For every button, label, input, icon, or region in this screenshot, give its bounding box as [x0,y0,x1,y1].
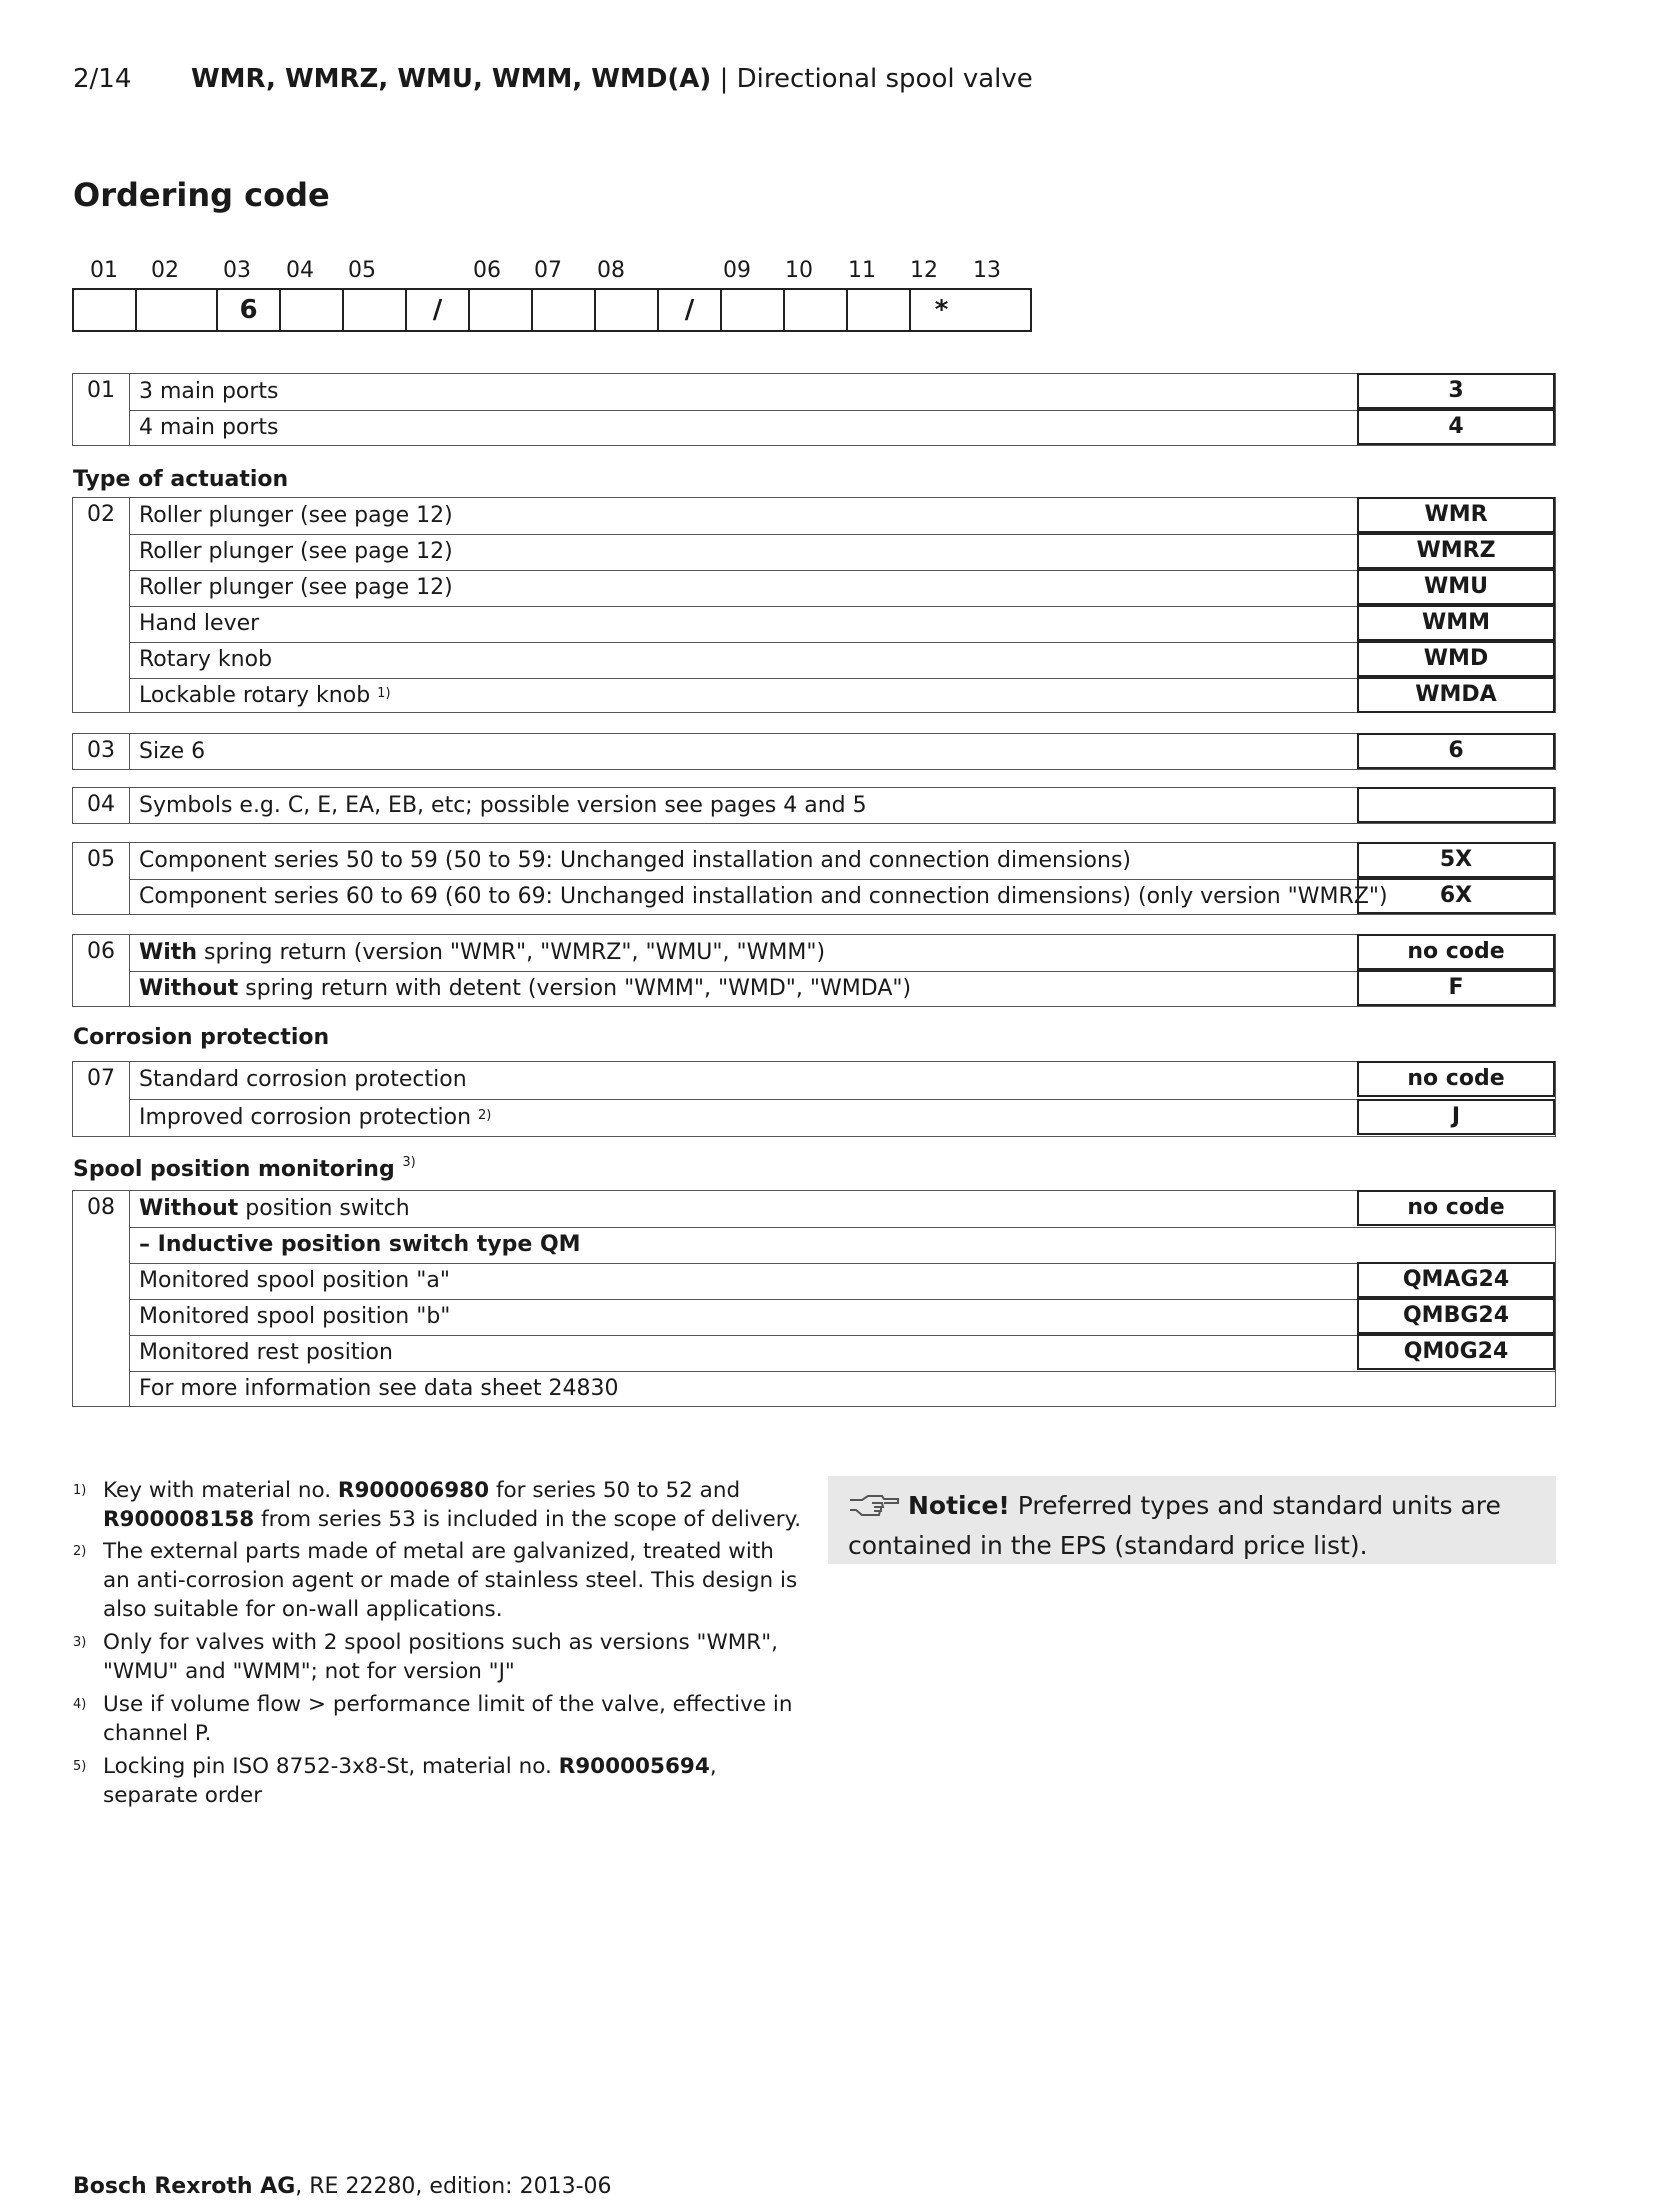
row-code: WMRZ [1357,533,1555,569]
group-05 [72,842,1556,915]
row-text-bold: Without [139,976,239,1001]
footnote-mark: 5) [73,1759,87,1774]
group-01 [72,373,1556,446]
code-box [531,290,594,330]
row-text: Component series 60 to 69 (60 to 69: Unchanged installation and connection dimensions) (only version "WMRZ") [139,884,1388,909]
code-box [468,290,531,330]
row-text-bold: Without [139,1196,239,1221]
row-text: Symbols e.g. C, E, EA, EB, etc; possible version see pages 4 and 5 [139,793,867,818]
row-code: no code [1357,934,1555,970]
row-code: WMU [1357,569,1555,605]
row-text: Standard corrosion protection [139,1067,467,1092]
table-row [129,1263,1555,1300]
row-code: 6X [1357,878,1555,914]
row-code: WMM [1357,605,1555,641]
group-number: 01 [73,374,130,445]
row-text: spring return with detent (version "WMM", "WMD", "WMDA") [238,976,912,1001]
row-text-wrap [139,678,391,714]
code-number: 08 [597,258,625,283]
table-row [129,678,1555,714]
row-text: Component series 50 to 59 (50 to 59: Unchanged installation and connection dimensions) [139,848,1131,873]
footnote-part: for series 50 to 52 and [489,1478,741,1503]
notice-box [828,1476,1556,1564]
code-number: 09 [723,258,751,283]
table-row [129,1227,1555,1264]
row-code: WMR [1357,497,1555,533]
row-code: F [1357,970,1555,1006]
row-text-wrap [139,935,825,971]
notice-text: Preferred types and standard units are contained in the EPS (standard price list). [848,1491,1501,1560]
footnote-mark: 3) [73,1635,87,1650]
code-box [135,290,216,330]
footnote-part: Key with material no. [103,1478,338,1503]
table-row [129,1299,1555,1336]
product-name: WMR, WMRZ, WMU, WMM, WMD(A) [191,64,712,94]
table-row [129,843,1555,880]
footer-text: , RE 22280, edition: 2013-06 [295,2174,612,2199]
row-text: Roller plunger (see page 12) [139,503,453,528]
footnote-text: Only for valves with 2 spool positions such as versions "WMR", "WMU" and "WMM"; not for version "J" [103,1630,778,1684]
footnote [73,1476,803,1534]
code-number: 02 [151,258,179,283]
row-code [1357,787,1555,823]
row-code: J [1357,1099,1555,1135]
group-03 [72,733,1556,770]
code-number: 13 [973,258,1001,283]
row-code: 3 [1357,373,1555,409]
row-code: QM0G24 [1357,1334,1555,1370]
table-row [129,374,1555,411]
footnote-text [103,1752,803,1810]
footnote-ref: 1) [377,686,391,701]
group-number: 03 [73,734,130,769]
code-separator: / [657,290,720,330]
code-number: 01 [90,258,118,283]
footnote-text [103,1476,803,1534]
section-label: Spool position monitoring [73,1157,395,1182]
group-number: 07 [73,1062,130,1136]
table-row [129,879,1555,915]
row-code: WMD [1357,641,1555,677]
footnote [73,1537,803,1624]
footnote-text: The external parts made of metal are galvanized, treated with an anti-corrosion agent or made of stainless steel. This design is also suitable for on-wall applications. [103,1539,798,1622]
row-text: Size 6 [139,739,206,764]
group-number: 04 [73,788,130,823]
group-02 [72,497,1556,713]
notice-label: Notice! [908,1491,1010,1520]
code-box: 6 [216,290,279,330]
section-spool-position-monitoring [73,1157,416,1182]
row-text-wrap [139,971,911,1007]
code-box [783,290,846,330]
row-text: 4 main ports [139,415,279,440]
code-box [342,290,405,330]
row-text: Roller plunger (see page 12) [139,539,453,564]
footnote-ref: 3) [402,1155,416,1170]
pointing-hand-icon [848,1492,900,1528]
footnote-mark: 4) [73,1697,87,1712]
header-subtitle: Directional spool valve [736,64,1033,94]
group-04 [72,787,1556,824]
group-06 [72,934,1556,1007]
row-code: WMDA [1357,677,1555,713]
group-number: 08 [73,1191,130,1406]
code-numbers [72,258,1034,286]
table-row [129,1335,1555,1372]
group-number: 06 [73,935,130,1006]
table-row [129,971,1555,1007]
table-row [129,1371,1555,1407]
row-text-wrap [139,1191,410,1227]
page-header [73,64,1033,94]
table-row [129,534,1555,571]
table-row [129,788,1555,824]
row-text: position switch [238,1196,410,1221]
group-08 [72,1190,1556,1407]
table-row [129,734,1555,770]
code-box [72,290,135,330]
row-text: 3 main ports [139,379,279,404]
code-separator: / [405,290,468,330]
table-row [129,1062,1555,1100]
code-number: 03 [223,258,251,283]
table-row [129,570,1555,607]
footnote-ref: 2) [478,1108,492,1123]
footnote-part: from series 53 is included in the scope of delivery. [254,1507,802,1532]
table-row [129,498,1555,535]
material-number: R900008158 [103,1507,255,1532]
section-type-of-actuation: Type of actuation [73,467,289,492]
row-text: For more information see data sheet 24830 [139,1376,619,1401]
header-separator: | [711,64,737,94]
page-footer [73,2174,612,2199]
row-text-wrap [139,1227,581,1263]
row-code: 6 [1357,733,1555,769]
section-title: Ordering code [73,176,330,214]
group-number: 02 [73,498,130,712]
code-number: 06 [473,258,501,283]
footnote-mark: 1) [73,1483,87,1498]
footnote [73,1752,803,1810]
row-text: Hand lever [139,611,260,636]
group-number: 05 [73,843,130,914]
row-code: no code [1357,1061,1555,1097]
row-text: Monitored spool position "b" [139,1304,451,1329]
code-number: 12 [910,258,938,283]
row-text-wrap [139,1100,491,1136]
row-text: Roller plunger (see page 12) [139,575,453,600]
code-number: 05 [348,258,376,283]
code-box [279,290,342,330]
row-code: 5X [1357,842,1555,878]
code-box [720,290,783,330]
footnote-part: Locking pin ISO 8752-3x8-St, material no. [103,1754,559,1779]
row-text: Monitored spool position "a" [139,1268,450,1293]
table-row [129,1100,1555,1137]
footnote [73,1690,803,1748]
row-code: QMBG24 [1357,1298,1555,1334]
row-text-bold: – Inductive position switch type QM [139,1232,581,1257]
code-box [846,290,909,330]
code-number: 11 [848,258,876,283]
group-07 [72,1061,1556,1137]
footnote-part: , separate order [103,1754,717,1808]
row-text-bold: With [139,940,197,965]
table-row [129,935,1555,972]
code-box: * [909,290,972,330]
row-text: Monitored rest position [139,1340,393,1365]
footnote-text: Use if volume flow > performance limit of the valve, effective in channel P. [103,1692,793,1746]
row-code: QMAG24 [1357,1262,1555,1298]
code-box [594,290,657,330]
material-number: R900005694 [558,1754,710,1779]
row-text: Rotary knob [139,647,273,672]
code-number: 10 [785,258,813,283]
footnote-mark: 2) [73,1544,87,1559]
table-row [129,642,1555,679]
table-row [129,606,1555,643]
table-row [129,1191,1555,1228]
material-number: R900006980 [337,1478,490,1503]
code-number: 04 [286,258,314,283]
page-number: 2/14 [73,64,132,94]
table-row [129,410,1555,446]
section-corrosion-protection: Corrosion protection [73,1025,330,1050]
footnote [73,1628,803,1686]
row-code: 4 [1357,409,1555,445]
row-text: Lockable rotary knob [139,683,371,708]
footer-company: Bosch Rexroth AG [73,2174,296,2199]
row-code: no code [1357,1190,1555,1226]
code-boxes [72,288,1032,332]
row-text: Improved corrosion protection [139,1105,472,1130]
row-text: spring return (version "WMR", "WMRZ", "WMU", "WMM") [197,940,826,965]
code-number: 07 [534,258,562,283]
